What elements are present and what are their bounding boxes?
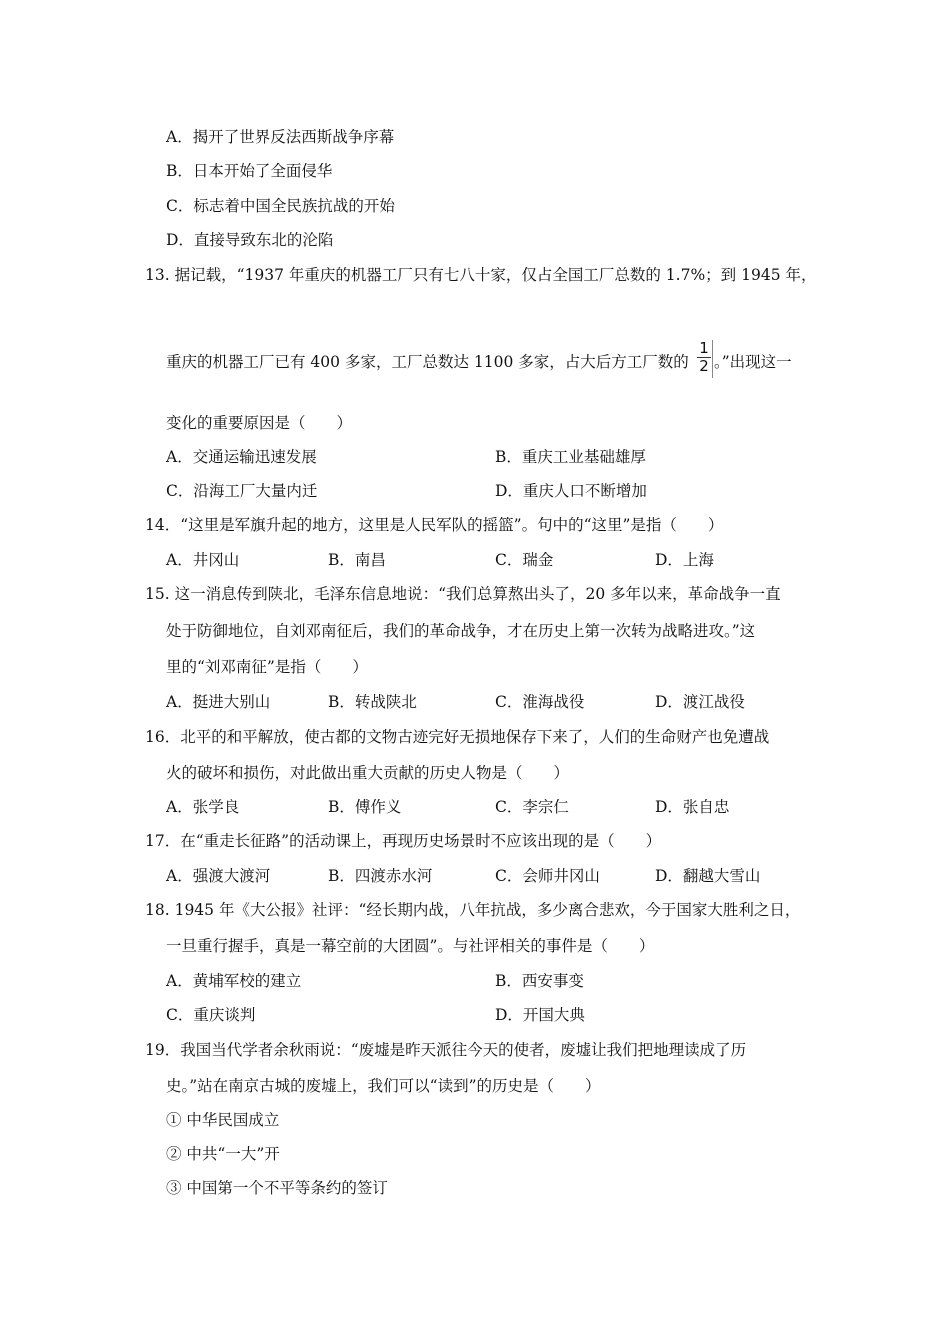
q17-option-d: D．翻越大雪山 [655,867,761,885]
q17-stem-line-1: 17．在“重走长征路”的活动课上，再现历史场景时不应该出现的是（ ） [145,832,662,850]
q15-stem-line-1: 15. 这一消息传到陕北，毛泽东信息地说：“我们总算熬出头了，20 多年以来，革命战争一直 [145,585,781,603]
fraction-numerator: 1 [697,340,711,358]
q12-option-b: B．日本开始了全面侵华 [166,162,333,180]
q12-option-a: A．揭开了世界反法西斯战争序幕 [166,128,395,146]
q17-option-a: A．强渡大渡河 [166,867,271,885]
q16-option-b: B．傅作义 [328,798,402,816]
q18-option-a: A．黄埔军校的建立 [166,972,302,990]
q15-stem-line-3: 里的“刘邓南征”是指（ ） [166,658,368,676]
q12-option-c: C．标志着中国全民族抗战的开始 [166,197,395,215]
q13-option-a: A．交通运输迅速发展 [166,448,317,466]
q13-stem-line-3: 变化的重要原因是（ ） [166,414,353,432]
q17-option-c: C．会师井冈山 [495,867,600,885]
q19-stem-line-2: 史。”站在南京古城的废墟上，我们可以“读到”的历史是（ ） [166,1077,601,1095]
q13-stem-line-2b: 。”出现这一 [714,353,792,371]
q14-stem-line-1: 14．“这里是军旗升起的地方，这里是人民军队的摇篮”。句中的“这里”是指（ ） [145,516,724,534]
fraction-bracket [707,340,713,378]
q14-option-a: A．井冈山 [166,551,240,569]
q13-stem-line-2a: 重庆的机器工厂已有 400 多家，工厂总数达 1100 多家，占大后方工厂数的 [166,353,689,371]
q14-option-b: B．南昌 [328,551,386,569]
q13-option-d: D．重庆人口不断增加 [495,482,647,500]
q18-stem-line-2: 一旦重行握手，真是一幕空前的大团圆”。与社评相关的事件是（ ） [166,937,655,955]
q19-item-3: ③ 中国第一个不平等条约的签订 [166,1179,388,1197]
q18-option-b: B．西安事变 [495,972,584,990]
q18-stem-line-1: 18. 1945 年《大公报》社评：“经长期内战，八年抗战，多少离合悲欢，今于国家大胜利之日， [145,901,801,919]
q15-option-a: A．挺进大别山 [166,693,271,711]
q16-option-d: D．张自忠 [655,798,730,816]
fraction-denominator: 2 [699,357,709,375]
q14-option-c: C．瑞金 [495,551,554,569]
q12-option-d: D．直接导致东北的沦陷 [166,231,334,249]
q15-option-c: C．淮海战役 [495,693,585,711]
q16-option-c: C．李宗仁 [495,798,569,816]
q15-option-b: B．转战陕北 [328,693,417,711]
q13-option-c: C．沿海工厂大量内迁 [166,482,318,500]
q13-option-b: B．重庆工业基础雄厚 [495,448,646,466]
q15-option-d: D．渡江战役 [655,693,745,711]
q15-stem-line-2: 处于防御地位，自刘邓南征后，我们的革命战争，才在历史上第一次转为战略进攻。”这 [166,622,756,640]
q13-stem-line-1: 13. 据记载，“1937 年重庆的机器工厂只有七八十家，仅占全国工厂总数的 1.7%；到 1945 年， [145,266,817,284]
q16-stem-line-1: 16．北平的和平解放，使古都的文物古迹完好无损地保存下来了，人们的生命财产也免遭战 [145,728,770,746]
q19-item-2: ② 中共“一大”开 [166,1145,280,1163]
q17-option-b: B．四渡赤水河 [328,867,433,885]
q16-option-a: A．张学良 [166,798,240,816]
q19-item-1: ① 中华民国成立 [166,1111,280,1129]
q19-stem-line-1: 19．我国当代学者余秋雨说：“废墟是昨天派往今天的使者，废墟让我们把地理读成了历 [145,1041,747,1059]
q14-option-d: D．上海 [655,551,714,569]
q18-option-d: D．开国大典 [495,1006,585,1024]
q16-stem-line-2: 火的破坏和损伤，对此做出重大贡献的历史人物是（ ） [166,764,570,782]
q18-option-c: C．重庆谈判 [166,1006,256,1024]
